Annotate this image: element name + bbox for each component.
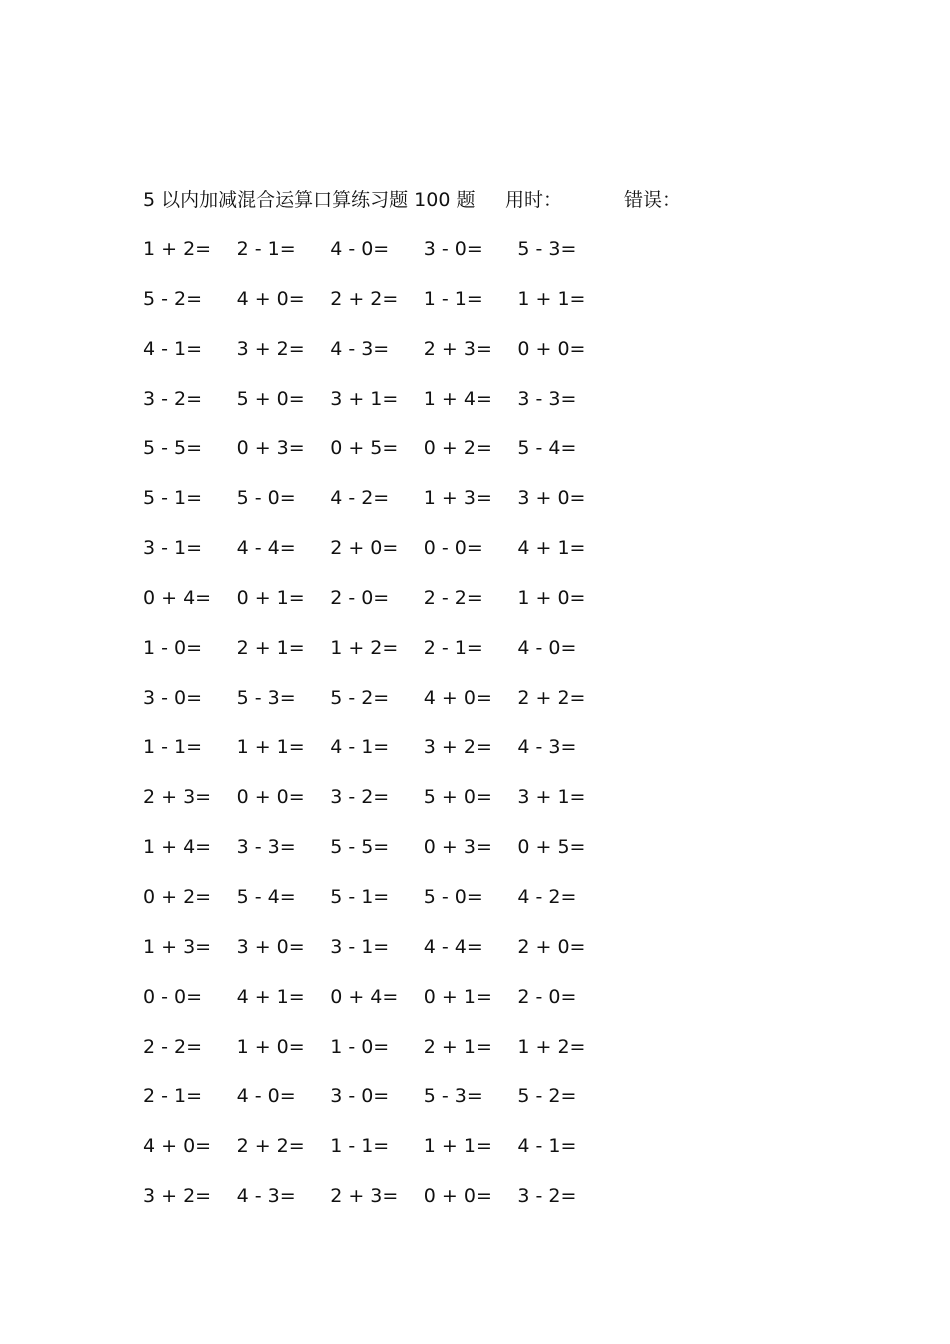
problem-row bbox=[143, 635, 623, 685]
problem-item: 5 - 4= bbox=[517, 437, 577, 460]
problem-item: 5 + 0= bbox=[236, 387, 305, 410]
problem-item: 4 - 2= bbox=[517, 885, 577, 908]
problem-item: 3 + 2= bbox=[143, 1185, 212, 1208]
problem-item: 4 - 1= bbox=[330, 736, 390, 759]
problem-item: 5 - 3= bbox=[517, 238, 577, 260]
problem-row bbox=[143, 1133, 623, 1183]
problem-item: 1 + 3= bbox=[423, 487, 492, 510]
problem-item: 3 + 2= bbox=[423, 736, 492, 759]
problem-item: 4 - 0= bbox=[236, 1085, 296, 1108]
problem-item: 2 + 1= bbox=[423, 1035, 492, 1058]
problem-item: 1 + 2= bbox=[330, 636, 399, 659]
problem-item: 1 - 1= bbox=[423, 287, 483, 310]
problem-item: 4 - 1= bbox=[143, 337, 203, 360]
problem-item: 2 + 2= bbox=[236, 1135, 305, 1158]
problem-item: 0 + 2= bbox=[143, 885, 212, 908]
problem-item: 5 - 3= bbox=[236, 686, 296, 709]
problem-row bbox=[143, 386, 623, 436]
problem-item: 3 - 0= bbox=[423, 238, 483, 260]
worksheet-title: 5 以内加减混合运算口算练习题 100 题 bbox=[143, 189, 476, 211]
problem-item: 0 + 0= bbox=[517, 337, 586, 360]
time-used-label: 用时： bbox=[505, 189, 563, 211]
problem-item: 2 - 2= bbox=[423, 586, 483, 609]
problem-row bbox=[143, 1183, 623, 1233]
problem-item: 2 + 3= bbox=[330, 1185, 399, 1208]
problem-row bbox=[143, 286, 623, 336]
problem-row bbox=[143, 1083, 623, 1133]
problem-item: 2 - 2= bbox=[143, 1035, 203, 1058]
problem-item: 4 - 1= bbox=[517, 1135, 577, 1158]
problem-item: 3 + 0= bbox=[517, 487, 586, 510]
problem-item: 4 + 0= bbox=[423, 686, 492, 709]
problem-row bbox=[143, 1034, 623, 1084]
worksheet-header bbox=[143, 186, 763, 214]
problem-item: 4 - 0= bbox=[517, 636, 577, 659]
problem-item: 5 - 2= bbox=[517, 1085, 577, 1108]
problem-row bbox=[143, 784, 623, 834]
problem-item: 2 + 0= bbox=[517, 935, 586, 958]
problem-row bbox=[143, 884, 623, 934]
problem-item: 4 - 3= bbox=[330, 337, 390, 360]
problem-item: 2 - 1= bbox=[143, 1085, 203, 1108]
problem-item: 5 - 1= bbox=[143, 487, 203, 510]
problem-item: 2 - 1= bbox=[423, 636, 483, 659]
problem-row bbox=[143, 336, 623, 386]
problem-item: 2 - 0= bbox=[330, 586, 390, 609]
problem-item: 3 - 3= bbox=[517, 387, 577, 410]
problem-item: 1 + 0= bbox=[517, 586, 586, 609]
problem-row bbox=[143, 535, 623, 585]
problem-item: 5 - 2= bbox=[330, 686, 390, 709]
problem-item: 3 + 1= bbox=[517, 786, 586, 809]
problem-item: 4 - 3= bbox=[236, 1185, 296, 1208]
problem-row bbox=[143, 734, 623, 784]
problem-item: 0 + 0= bbox=[423, 1185, 492, 1208]
problem-item: 5 - 0= bbox=[423, 885, 483, 908]
problem-grid bbox=[143, 236, 623, 1233]
problem-item: 4 + 0= bbox=[143, 1135, 212, 1158]
problem-item: 5 - 2= bbox=[143, 287, 203, 310]
problem-row bbox=[143, 236, 623, 286]
problem-item: 0 + 1= bbox=[423, 985, 492, 1008]
problem-item: 2 + 2= bbox=[330, 287, 399, 310]
problem-item: 3 - 1= bbox=[330, 935, 390, 958]
problem-item: 1 + 1= bbox=[236, 736, 305, 759]
problem-item: 1 + 1= bbox=[423, 1135, 492, 1158]
problem-item: 1 + 1= bbox=[517, 287, 586, 310]
problem-item: 5 - 4= bbox=[236, 885, 296, 908]
problem-item: 5 - 5= bbox=[143, 437, 203, 460]
problem-item: 4 + 1= bbox=[236, 985, 305, 1008]
problem-item: 3 + 0= bbox=[236, 935, 305, 958]
problem-item: 3 - 3= bbox=[236, 836, 296, 859]
problem-item: 3 - 1= bbox=[143, 537, 203, 560]
problem-item: 5 - 3= bbox=[423, 1085, 483, 1108]
problem-item: 5 - 0= bbox=[236, 487, 296, 510]
error-count-label: 错误： bbox=[624, 189, 682, 211]
problem-item: 3 + 1= bbox=[330, 387, 399, 410]
problem-item: 3 - 0= bbox=[143, 686, 203, 709]
problem-item: 0 + 4= bbox=[143, 586, 212, 609]
problem-row bbox=[143, 585, 623, 635]
problem-item: 1 + 4= bbox=[423, 387, 492, 410]
problem-row bbox=[143, 485, 623, 535]
problem-item: 1 + 2= bbox=[517, 1035, 586, 1058]
problem-item: 0 + 5= bbox=[330, 437, 399, 460]
problem-item: 4 - 4= bbox=[423, 935, 483, 958]
problem-item: 1 + 0= bbox=[236, 1035, 305, 1058]
problem-item: 2 + 3= bbox=[143, 786, 212, 809]
problem-item: 4 + 0= bbox=[236, 287, 305, 310]
problem-item: 0 + 4= bbox=[330, 985, 399, 1008]
problem-item: 5 + 0= bbox=[423, 786, 492, 809]
problem-item: 0 + 0= bbox=[236, 786, 305, 809]
problem-item: 4 - 0= bbox=[330, 238, 390, 260]
problem-item: 5 - 1= bbox=[330, 885, 390, 908]
problem-item: 4 - 4= bbox=[236, 537, 296, 560]
problem-item: 1 - 1= bbox=[330, 1135, 390, 1158]
problem-item: 3 + 2= bbox=[236, 337, 305, 360]
problem-item: 2 - 0= bbox=[517, 985, 577, 1008]
problem-item: 1 + 2= bbox=[143, 238, 212, 260]
problem-item: 2 + 3= bbox=[423, 337, 492, 360]
problem-item: 0 - 0= bbox=[423, 537, 483, 560]
problem-row bbox=[143, 834, 623, 884]
problem-item: 4 - 2= bbox=[330, 487, 390, 510]
problem-item: 1 - 0= bbox=[143, 636, 203, 659]
problem-item: 3 - 2= bbox=[517, 1185, 577, 1208]
problem-item: 2 + 2= bbox=[517, 686, 586, 709]
problem-item: 0 + 5= bbox=[517, 836, 586, 859]
problem-item: 1 + 3= bbox=[143, 935, 212, 958]
problem-item: 0 + 1= bbox=[236, 586, 305, 609]
problem-item: 0 + 3= bbox=[423, 836, 492, 859]
problem-item: 0 + 2= bbox=[423, 437, 492, 460]
problem-item: 2 + 0= bbox=[330, 537, 399, 560]
problem-item: 2 - 1= bbox=[236, 238, 296, 260]
problem-item: 1 - 0= bbox=[330, 1035, 390, 1058]
problem-item: 4 - 3= bbox=[517, 736, 577, 759]
problem-item: 0 + 3= bbox=[236, 437, 305, 460]
problem-item: 0 - 0= bbox=[143, 985, 203, 1008]
problem-item: 1 + 4= bbox=[143, 836, 212, 859]
problem-item: 3 - 2= bbox=[330, 786, 390, 809]
problem-row bbox=[143, 984, 623, 1034]
problem-row bbox=[143, 934, 623, 984]
problem-row bbox=[143, 685, 623, 735]
problem-item: 1 - 1= bbox=[143, 736, 203, 759]
problem-item: 5 - 5= bbox=[330, 836, 390, 859]
problem-item: 2 + 1= bbox=[236, 636, 305, 659]
problem-item: 4 + 1= bbox=[517, 537, 586, 560]
problem-item: 3 - 0= bbox=[330, 1085, 390, 1108]
problem-row bbox=[143, 435, 623, 485]
problem-item: 3 - 2= bbox=[143, 387, 203, 410]
